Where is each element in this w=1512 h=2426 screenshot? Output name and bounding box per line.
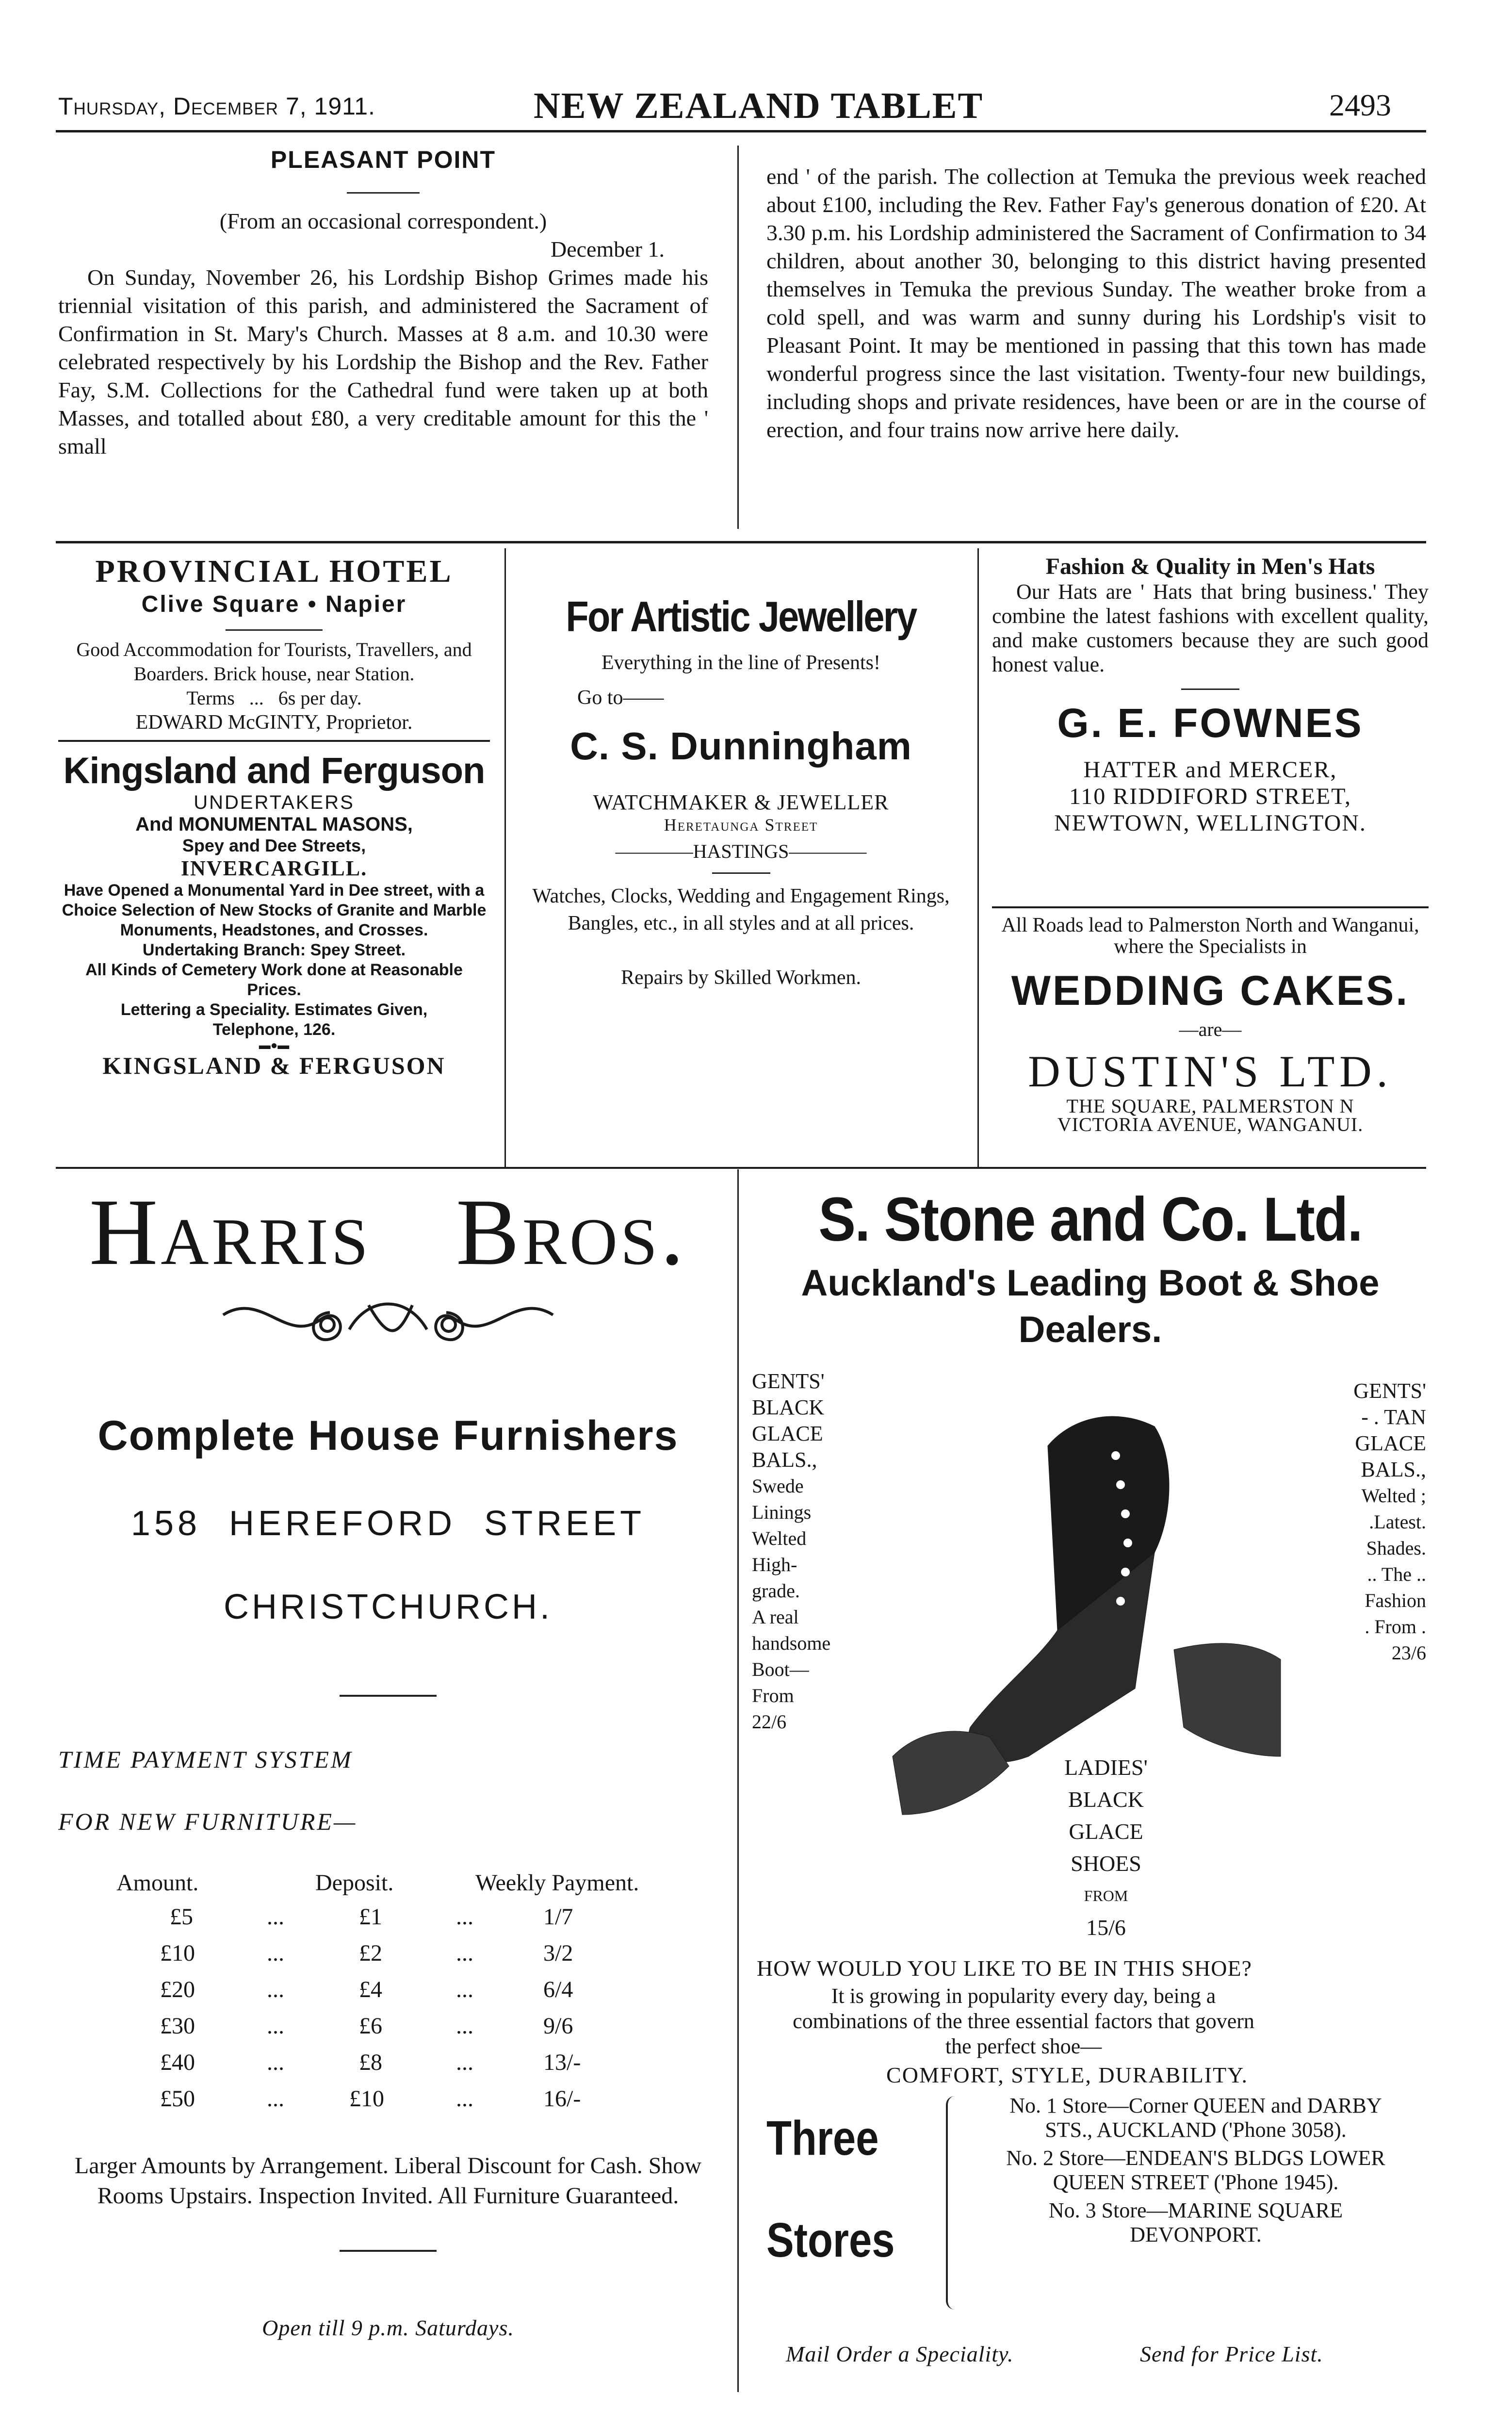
- row-amount: £50: [160, 2086, 195, 2112]
- kingsland-line-3: Spey and Dee Streets,: [182, 836, 366, 855]
- header-rule: [56, 130, 1426, 132]
- jewellery-goto: Go to——: [577, 687, 664, 709]
- dustins-product: WEDDING CAKES.: [1011, 967, 1410, 1014]
- left-hand: [893, 1731, 1009, 1815]
- gents-black-copy: [752, 1368, 897, 1735]
- ladies-line: GLACE: [1069, 1819, 1143, 1844]
- jeweller-divider: [712, 872, 770, 874]
- jeweller-name: C. S. Dunningham: [570, 724, 912, 768]
- gents-tan-line: . From .: [1365, 1616, 1426, 1638]
- ladies-line: SHOES: [1071, 1851, 1141, 1876]
- jeweller-trade: WATCHMAKER & JEWELLER: [593, 790, 889, 814]
- table-row: [58, 1940, 718, 1969]
- row-dots: ...: [267, 2049, 284, 2075]
- ornament-dash: ▬●▬: [259, 1039, 290, 1052]
- ladies-line: LADIES': [1064, 1755, 1148, 1780]
- row-deposit: £6: [359, 2013, 382, 2039]
- dustins-address-2: VICTORIA AVENUE, WANGANUI.: [1057, 1114, 1364, 1135]
- hotel-bottom-rule: [58, 740, 490, 742]
- stores-label: Stores: [766, 2213, 895, 2267]
- hotel-terms: [58, 686, 490, 710]
- article-byline: (From an occasional correspondent.): [219, 209, 547, 233]
- row-dots: ...: [456, 2086, 473, 2112]
- article-dateline: December 1.: [551, 237, 665, 262]
- kingsland-cemetery-work: All Kinds of Cemetery Work done at Reasonable Prices.: [85, 961, 463, 999]
- fownes-street: 110 RIDDIFORD STREET,: [1069, 784, 1351, 809]
- header-date: Thursday, December 7, 1911.: [58, 93, 375, 120]
- provincial-hotel-ad: [58, 553, 490, 735]
- ornament-center: [349, 1304, 427, 1331]
- ornament-left-dot: [321, 1318, 334, 1331]
- table-row: [58, 2085, 718, 2115]
- jeweller-town: ————HASTINGS————: [615, 840, 867, 862]
- harris-hours: Open till 9 p.m. Saturdays.: [262, 2315, 514, 2340]
- hats-headline: Fashion & Quality in Men's Hats: [1045, 554, 1375, 579]
- dunningham-ad: [519, 592, 963, 989]
- masthead-title: NEW ZEALAND TABLET: [534, 85, 984, 126]
- stone-tagline: Auckland's Leading Boot & Shoe Dealers.: [801, 1262, 1380, 1350]
- store-2: No. 2 Store—ENDEAN'S BLDGS LOWER QUEEN STREET ('Phone 1945).: [1006, 2146, 1385, 2194]
- stores-bracket: [946, 2096, 955, 2310]
- lower-column-divider: [737, 1169, 739, 2392]
- fownes-bottom-rule: [992, 906, 1429, 908]
- jewellery-tagline: Everything in the line of Presents!: [601, 652, 881, 674]
- ad-column-divider-1: [504, 548, 506, 1167]
- jeweller-repairs: Repairs by Skilled Workmen.: [620, 967, 862, 989]
- hotel-terms-dots: ...: [249, 687, 264, 709]
- ornament-left-curl: [223, 1309, 341, 1340]
- row-dots: ...: [456, 2013, 473, 2039]
- gents-tan-line: - . TAN: [1361, 1405, 1426, 1429]
- gents-black-line: GLACE: [752, 1422, 823, 1445]
- dustins-are: —are—: [1179, 1018, 1242, 1040]
- harris-footer-divider: [340, 2250, 437, 2252]
- harris-footer: Larger Amounts by Arrangement. Liberal Discount for Cash. Show Rooms Upstairs. Inspection Invited. All Furniture Guaranteed.: [74, 2153, 702, 2209]
- fownes-name: G. E. FOWNES: [1057, 700, 1364, 746]
- three-label: Three: [766, 2111, 879, 2165]
- row-dots: ...: [456, 2049, 473, 2075]
- gents-black-line: handsome: [752, 1632, 831, 1654]
- gents-black-line: GENTS': [752, 1369, 825, 1393]
- dustins-address-1: THE SQUARE, PALMERSTON N: [1066, 1095, 1354, 1117]
- gents-tan-line: BALS.,: [1361, 1458, 1426, 1481]
- kingsland-ferguson-ad: [58, 750, 490, 1080]
- article-column-1: [58, 146, 708, 460]
- row-dots: ...: [267, 1904, 284, 1930]
- table-row: [58, 1976, 718, 2005]
- header-deposit: Deposit.: [315, 1870, 394, 1896]
- kingsland-line-2: And MONUMENTAL MASONS,: [135, 814, 413, 835]
- article-column-divider: [737, 146, 739, 529]
- row-deposit: £1: [359, 1904, 382, 1930]
- button: [1121, 1568, 1130, 1576]
- gents-black-line: High-: [752, 1554, 797, 1575]
- gents-tan-line: Fashion: [1365, 1590, 1426, 1611]
- harris-city: CHRISTCHURCH.: [224, 1588, 553, 1626]
- gents-tan-copy: [1300, 1378, 1426, 1666]
- ad-row-rule: [56, 1167, 1426, 1169]
- article-end-rule: [56, 541, 1426, 543]
- gents-tan-line: .. The ..: [1367, 1563, 1426, 1585]
- row-weekly: 13/-: [543, 2049, 581, 2075]
- jeweller-street: Heretaunga Street: [664, 815, 818, 835]
- heading-divider: [347, 192, 420, 194]
- fownes-suburb: NEWTOWN, WELLINGTON.: [1054, 810, 1366, 836]
- hotel-terms-label: Terms: [186, 687, 235, 709]
- row-dots: ...: [456, 1904, 473, 1930]
- row-dots: ...: [267, 1977, 284, 2002]
- table-row: [58, 1903, 718, 1933]
- scroll-ornament: [58, 1286, 718, 1354]
- ladies-copy: [1043, 1752, 1169, 1944]
- gents-black-line: 22/6: [752, 1711, 787, 1733]
- hotel-location: Clive Square • Napier: [141, 591, 407, 617]
- kingsland-footer: KINGSLAND & FERGUSON: [102, 1052, 446, 1079]
- row-weekly: 6/4: [543, 1977, 573, 2002]
- hotel-terms-value: 6s per day.: [278, 687, 362, 709]
- jewellery-headline: For Artistic Jewellery: [566, 592, 916, 640]
- row-dots: ...: [456, 1977, 473, 2002]
- fownes-ad: [992, 553, 1429, 836]
- gents-black-line: BLACK: [752, 1395, 825, 1419]
- row-dots: ...: [267, 2086, 284, 2112]
- row-amount: £30: [160, 2013, 195, 2039]
- gents-tan-line: GLACE: [1355, 1431, 1426, 1455]
- button: [1116, 1597, 1125, 1606]
- hats-divider: [1181, 688, 1239, 690]
- harris-bros-ad: [58, 1180, 718, 2341]
- stone-name: S. Stone and Co. Ltd.: [818, 1185, 1362, 1254]
- article-text-continued: end ' of the parish. The collection at Temuka the previous week reached about £100, including the Rev. Father Fay's generous donation of £20. At 3.30 p.m. his Lordship administered the Sacrament of Confirmation to 34 children, about another 30, belonging to this district having presented themselves in Temuka the previous Sunday. The weather broke from a cold spell, and was warm and sunny during his Lordship's visit to Pleasant Point. It may be mentioned in passing that this town has made wonderful progress since the last visitation. Twenty-four new buildings, including shops and private residences, have been or are in the course of erection, and four trains now arrive here daily.: [766, 164, 1426, 442]
- ladies-line: FROM: [1084, 1887, 1128, 1904]
- kingsland-lettering: Lettering a Speciality. Estimates Given, Telephone, 126.: [120, 1000, 428, 1039]
- hotel-divider: [226, 629, 323, 631]
- kingsland-name: Kingsland and Ferguson: [63, 750, 485, 791]
- gents-tan-line: Shades.: [1366, 1537, 1426, 1559]
- jeweller-description: Watches, Clocks, Wedding and Engagement Rings, Bangles, etc., in all styles and at all prices.: [532, 885, 950, 934]
- gents-tan-line: Welted ;: [1361, 1485, 1426, 1507]
- payment-system: TIME PAYMENT SYSTEM: [58, 1746, 353, 1773]
- article-column-2: [766, 163, 1426, 444]
- harris-tagline: Complete House Furnishers: [98, 1412, 679, 1459]
- button: [1116, 1480, 1125, 1489]
- right-hand: [1174, 1643, 1281, 1756]
- button: [1121, 1509, 1130, 1518]
- harris-divider: [340, 1695, 437, 1697]
- mail-order: Mail Order a Speciality.: [786, 2342, 1014, 2366]
- gents-black-line: From: [752, 1685, 794, 1706]
- stone-question: HOW WOULD YOU LIKE TO BE IN THIS SHOE?: [757, 1956, 1252, 1981]
- button: [1123, 1539, 1132, 1547]
- row-dots: ...: [456, 1940, 473, 1966]
- payment-for: FOR NEW FURNITURE—: [58, 1808, 358, 1835]
- row-amount: £10: [160, 1940, 195, 1966]
- hotel-description: Good Accommodation for Tourists, Travellers, and Boarders. Brick house, near Station.: [76, 639, 472, 685]
- stone-body: It is growing in popularity every day, being a combinations of the three essential factors that govern the perfect shoe—: [793, 1984, 1254, 2058]
- row-deposit: £4: [359, 1977, 382, 2002]
- gents-black-line: Boot—: [752, 1658, 809, 1680]
- page-number: 2493: [1329, 88, 1391, 122]
- stone-ad: [752, 1184, 1429, 2387]
- ladies-line: BLACK: [1068, 1787, 1144, 1812]
- store-3: No. 3 Store—MARINE SQUARE DEVONPORT.: [1048, 2198, 1343, 2246]
- header-amount: Amount.: [116, 1870, 199, 1896]
- button: [1111, 1451, 1120, 1460]
- store-1: No. 1 Store—Corner QUEEN and DARBY STS., AUCKLAND ('Phone 3058).: [1009, 2094, 1382, 2142]
- hotel-proprietor: EDWARD McGINTY, Proprietor.: [135, 711, 413, 734]
- gents-tan-line: 23/6: [1391, 1642, 1426, 1664]
- store-list: [965, 2094, 1426, 2247]
- gents-black-line: grade.: [752, 1580, 800, 1602]
- article-heading: PLEASANT POINT: [270, 146, 496, 173]
- dustins-name: DUSTIN'S LTD.: [1028, 1047, 1393, 1096]
- table-row: [58, 2013, 718, 2042]
- row-deposit: £10: [349, 2086, 384, 2112]
- ornament-right-curl: [436, 1309, 553, 1340]
- kingsland-town: INVERCARGILL.: [180, 856, 368, 880]
- kingsland-description: Have Opened a Monumental Yard in Dee street, with a Choice Selection of New Stocks of Granite and Marble Monuments, Headstones, and Crosses.: [62, 881, 487, 939]
- ladies-line: 15/6: [1086, 1915, 1126, 1940]
- gents-tan-line: GENTS': [1353, 1379, 1426, 1403]
- gents-tan-line: .Latest.: [1369, 1511, 1426, 1533]
- table-row: [58, 2049, 718, 2078]
- row-weekly: 9/6: [543, 2013, 573, 2039]
- hats-description: Our Hats are ' Hats that bring business.' They combine the latest fashions with excellent quality, and make customers because they are such good honest value.: [992, 580, 1429, 676]
- row-weekly: 1/7: [543, 1904, 573, 1930]
- harris-address: 158 HEREFORD STREET: [130, 1504, 646, 1543]
- ad-column-divider-2: [977, 548, 979, 1167]
- gents-black-line: Welted: [752, 1527, 807, 1549]
- harris-name: Harris Bros.: [89, 1180, 687, 1285]
- fownes-trade: HATTER and MERCER,: [1083, 757, 1337, 783]
- hotel-name: PROVINCIAL HOTEL: [95, 554, 453, 589]
- kingsland-line-1: UNDERTAKERS: [194, 792, 355, 813]
- gents-black-line: A real: [752, 1606, 799, 1628]
- row-dots: ...: [267, 2013, 284, 2039]
- gents-black-line: Swede: [752, 1475, 804, 1497]
- gents-black-line: Linings: [752, 1501, 812, 1523]
- header-weekly: Weekly Payment.: [475, 1870, 639, 1896]
- row-amount: £40: [160, 2049, 195, 2075]
- price-list: Send for Price List.: [1140, 2342, 1323, 2366]
- dustins-ad: [992, 915, 1429, 1134]
- payment-table: [58, 1869, 718, 2122]
- row-weekly: 3/2: [543, 1940, 573, 1966]
- row-deposit: £2: [359, 1940, 382, 1966]
- row-amount: £5: [170, 1904, 193, 1930]
- dustins-intro: All Roads lead to Palmerston North and Wanganui, where the Specialists in: [1001, 914, 1419, 958]
- gents-black-line: BALS.,: [752, 1448, 817, 1472]
- ornament-right-dot: [442, 1318, 455, 1331]
- row-weekly: 16/-: [543, 2086, 581, 2112]
- row-dots: ...: [267, 1940, 284, 1966]
- article-text: On Sunday, November 26, his Lordship Bishop Grimes made his triennial visitation of this parish, and administered the Sacrament of Confirmation in St. Mary's Church. Masses at 8 a.m. and 10.30 were celebrated respectively by his Lordship the Bishop and the Rev. Father Fay, S.M. Collections for the Cathedral fund were taken up at both Masses, and totalled about £80, a very creditable amount for this the ' small: [58, 265, 708, 459]
- row-amount: £20: [160, 1977, 195, 2002]
- stone-factors: COMFORT, STYLE, DURABILITY.: [886, 2063, 1248, 2087]
- kingsland-branch: Undertaking Branch: Spey Street.: [142, 941, 406, 959]
- row-deposit: £8: [359, 2049, 382, 2075]
